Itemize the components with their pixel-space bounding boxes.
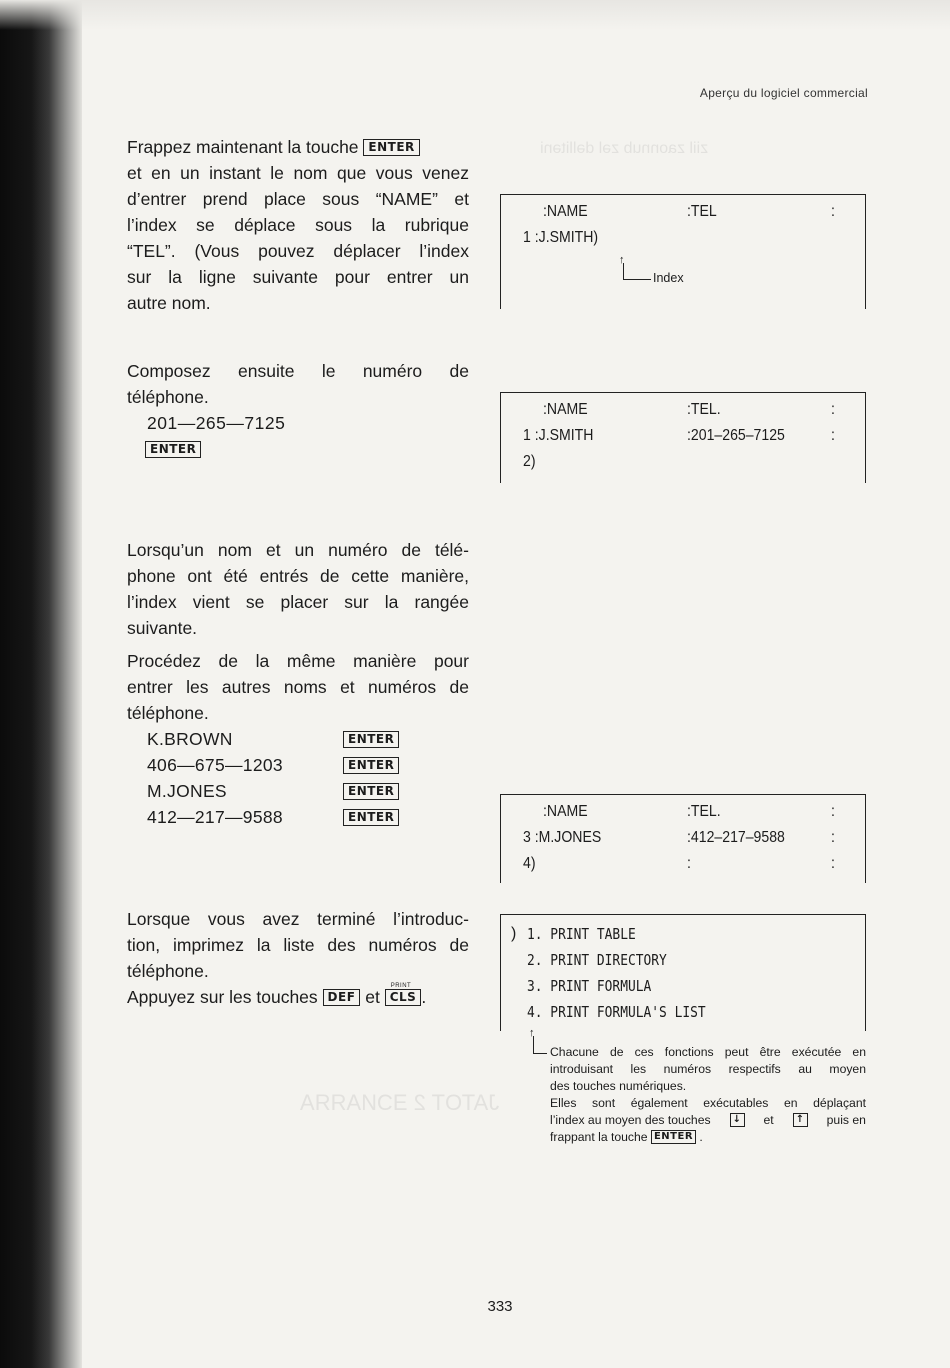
lcd-screen-3 [500,794,866,883]
lcd-screen-2 [500,392,866,483]
page-number: 333 [487,1298,513,1315]
text-line: tion, imprimez la liste des numéros de [127,935,469,955]
entry-value: M.JONES [147,781,227,801]
screen-cell: :412–217–9588 [687,829,785,846]
index-pointer-foot [623,279,651,280]
text-line: Frappez maintenant la touche ENTER [127,134,469,160]
note-line: des touches numériques. [550,1079,687,1093]
arrow-up-icon: ↑ [619,254,625,266]
screen-cell: :NAME [543,203,588,220]
menu-item-print-table: 1. PRINT TABLE [527,925,636,943]
text-line: l’index se déplace sous la rubrique [127,215,469,235]
entry-row [147,804,469,830]
screen-cell: : [831,427,835,444]
menu-cursor: ) [511,925,517,942]
entry-list [127,726,469,830]
text-line: et en un instant le nom que vous venez [127,163,469,183]
menu-note [550,1044,866,1146]
enter-key: ENTER [343,731,399,748]
screen-cell: :TEL. [687,401,721,418]
lcd-screen-1 [500,194,866,309]
screen-cell: : [831,829,835,846]
enter-key: ENTER [343,783,399,800]
screen-cell: : [831,803,835,820]
enter-key: ENTER [651,1130,696,1144]
text-line: téléphone. [127,961,209,981]
screen-cell: :TEL [687,203,717,220]
arrow-up-icon: ↑ [529,1027,535,1039]
text-line: téléphone. [127,387,209,407]
print-menu-screen [500,914,866,1031]
screen-cell: : [831,855,835,872]
screen-cell: :NAME [543,401,588,418]
screen-cell: : [831,401,835,418]
text-line: d’entrer prend place sous “NAME” et [127,189,469,209]
screen-cell: 3 :M.JONES [523,829,602,846]
paragraph-print-list [127,906,469,1010]
text-line: Composez ensuite le numéro de [127,361,469,381]
index-pointer-line [623,263,624,279]
entry-value: K.BROWN [147,729,233,749]
screen-cell: :201–265–7125 [687,427,785,444]
entry-row [147,778,469,804]
note-pointer-line [533,1036,534,1053]
enter-key: ENTER [343,809,399,826]
text-line: sur la ligne suivante pour entrer un [127,267,469,287]
note-line: l’index au moyen des touches ↓ et ↑ puis en [550,1113,866,1127]
text-line: Lorsque vous avez terminé l’introduc- [127,909,469,929]
text-line: l’index vient se placer sur la rangée [127,592,469,612]
enter-key: ENTER [363,139,419,156]
paragraph-phone-number [127,358,469,462]
text-line: autre nom. [127,293,211,313]
text-line: Procédez de la même manière pour [127,651,469,671]
bleed-through: JATOT 2 ƎƆИAЯЯA [300,1090,500,1115]
phone-number: 201—265—7125 [147,413,286,433]
text-line: Appuyez sur les touches DEF et PRINT CLS . [127,984,469,1010]
screen-cell: 1 :J.SMITH [523,427,594,444]
screen-cell: 1 :J.SMITH) [523,229,599,246]
entry-value: 406—675—1203 [147,755,283,775]
entry-value: 412—217—9588 [147,807,283,827]
menu-item-print-directory: 2. PRINT DIRECTORY [527,951,667,969]
screen-cell: 2) [523,453,536,470]
text-line: phone ont été entrés de cette manière, [127,566,469,586]
note-pointer-foot [533,1053,547,1054]
down-arrow-key: ↓ [730,1113,745,1127]
screen-cell: : [831,203,835,220]
screen-cell: 4) [523,855,536,872]
paragraph-index-next-row [127,537,469,641]
screen-cell: :NAME [543,803,588,820]
entry-row [147,726,469,752]
text-line: suivante. [127,618,198,638]
enter-key: ENTER [145,441,201,458]
enter-key: ENTER [343,757,399,774]
text-line: téléphone. [127,703,209,723]
text-line: Lorsqu’un nom et un numéro de télé- [127,540,469,560]
note-line: Elles sont également exécutables en déplaçant [550,1096,866,1110]
paragraph-other-entries [127,648,469,830]
menu-item-print-formula-list: 4. PRINT FORMULA'S LIST [527,1003,706,1021]
def-key: DEF [323,989,361,1006]
screen-cell: : [687,855,691,872]
note-line: frappant la touche ENTER . [550,1130,703,1144]
screen-cell: :TEL. [687,803,721,820]
page-top-shadow [0,0,950,30]
paragraph-press-enter [127,134,469,316]
menu-item-print-formula: 3. PRINT FORMULA [527,977,652,995]
entry-row [147,752,469,778]
index-label: Index [653,271,684,285]
note-line: Chacune de ces fonctions peut être exécutée en [550,1045,866,1059]
book-spine-shadow [0,0,82,1368]
cls-key-caption: PRINT [390,983,412,989]
text-line: “TEL”. (Vous pouvez déplacer l’index [127,241,469,261]
note-line: introduisant les numéros respectifs au moyen [550,1062,866,1076]
up-arrow-key: ↑ [793,1113,808,1127]
running-header: Aperçu du logiciel commercial [699,86,868,100]
cls-key: CLS [385,989,422,1006]
bleed-through: ziil zaonnub zəl dəllitəni [540,140,709,157]
text-line: entrer les autres noms et numéros de [127,677,469,697]
